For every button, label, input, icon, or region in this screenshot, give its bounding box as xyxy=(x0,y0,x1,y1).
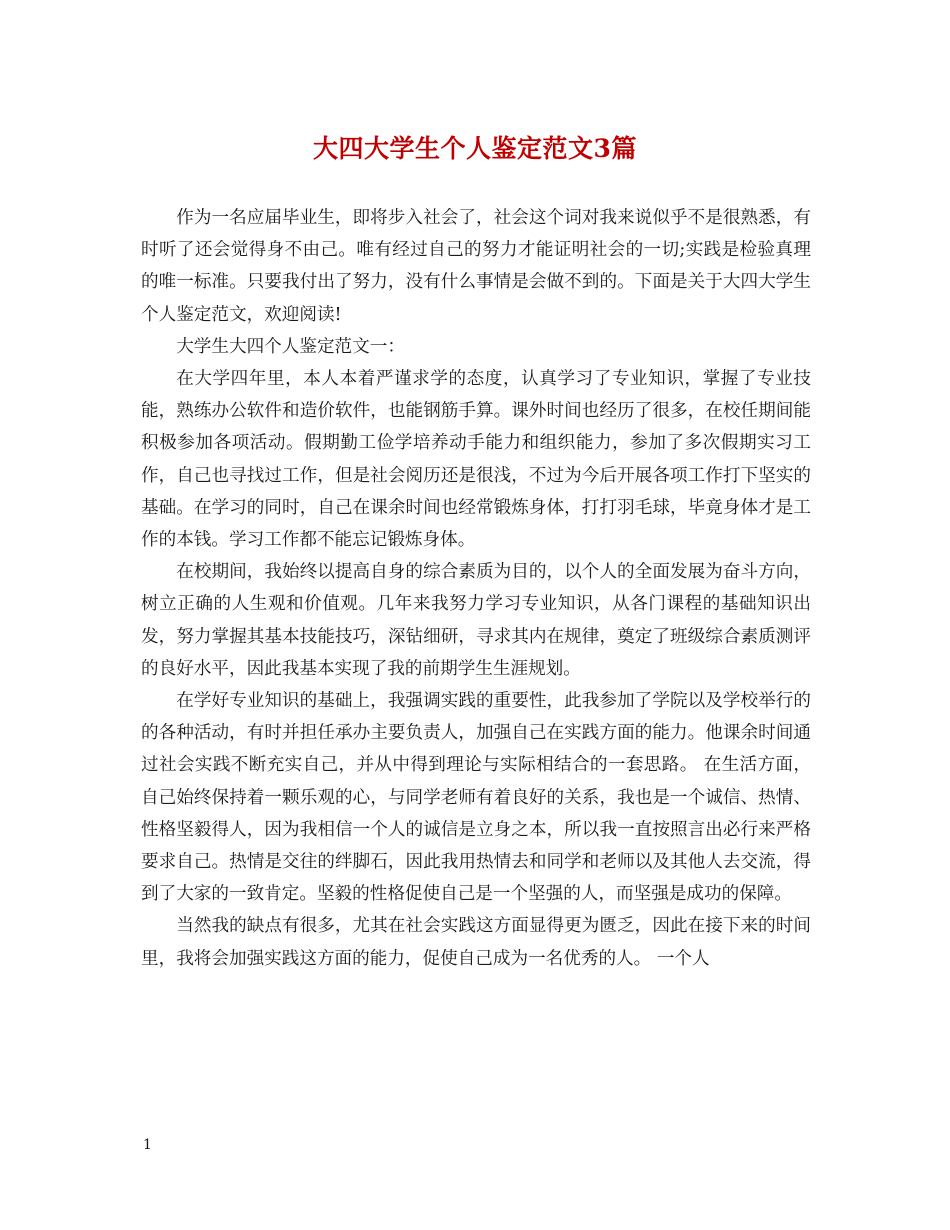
page-number: 1 xyxy=(143,1137,152,1153)
paragraph-section-heading: 大学生大四个人鉴定范文一： xyxy=(176,336,405,357)
document-title: 大四大学生个人鉴定范文3篇 xyxy=(313,134,637,163)
paragraph-school-period: 在校期间，我始终以提高自身的综合素质为目的，以个人的全面发展为奋斗方向，树立正确的人生观和价值观。几年来我努力学习专业知识，从各门课程的基础知识出发，努力掌握其基本技能技巧，深钻细研，寻求其内在规律，奠定了班级综合素质测评的良好水平，因此我基本实现了我的前期学生生涯规划。 xyxy=(141,562,811,679)
document-body xyxy=(141,202,811,975)
paragraph-intro: 作为一名应届毕业生，即将步入社会了，社会这个词对我来说似乎不是很熟悉，有时听了还会觉得身不由己。唯有经过自己的努力才能证明社会的一切;实践是检验真理的唯一标准。只要我付出了努力，没有什么事情是会做不到的。下面是关于大四大学生个人鉴定范文，欢迎阅读! xyxy=(141,208,811,325)
paragraph-practice-life: 在学好专业知识的基础上，我强调实践的重要性，此我参加了学院以及学校举行的的各种活动，有时并担任承办主要负责人，加强自己在实践方面的能力。他课余时间通过社会实践不断充实自己，并从中得到理论与实际相结合的一套思路。 在生活方面，自己始终保持着一颗乐观的心，与同学老师有着良好的关系，我也是一个诚信、热情、性格坚毅得人，因为我相信一个人的诚信是立身之本，所以我一直按照言出必行来严格要求自己。热情是交往的绊脚石，因此我用热情去和同学和老师以及其他人去交流，得到了大家的一致肯定。坚毅的性格促使自己是一个坚强的人，而坚强是成功的保障。 xyxy=(141,691,811,905)
paragraph-shortcomings: 当然我的缺点有很多，尤其在社会实践这方面显得更为匮乏，因此在接下来的时间里，我将会加强实践这方面的能力，促使自己成为一名优秀的人。 一个人 xyxy=(141,916,811,969)
paragraph-study: 在大学四年里，本人本着严谨求学的态度，认真学习了专业知识，掌握了专业技能，熟练办公软件和造价软件，也能钢筋手算。课外时间也经历了很多，在校任期间能积极参加各项活动。假期勤工俭学培养动手能力和组织能力，参加了多次假期实习工作，自己也寻找过工作，但是社会阅历还是很浅，不过为今后开展各项工作打下坚实的基础。在学习的同时，自己在课余时间也经常锻炼身体，打打羽毛球，毕竟身体才是工作的本钱。学习工作都不能忘记锻炼身体。 xyxy=(141,369,811,551)
